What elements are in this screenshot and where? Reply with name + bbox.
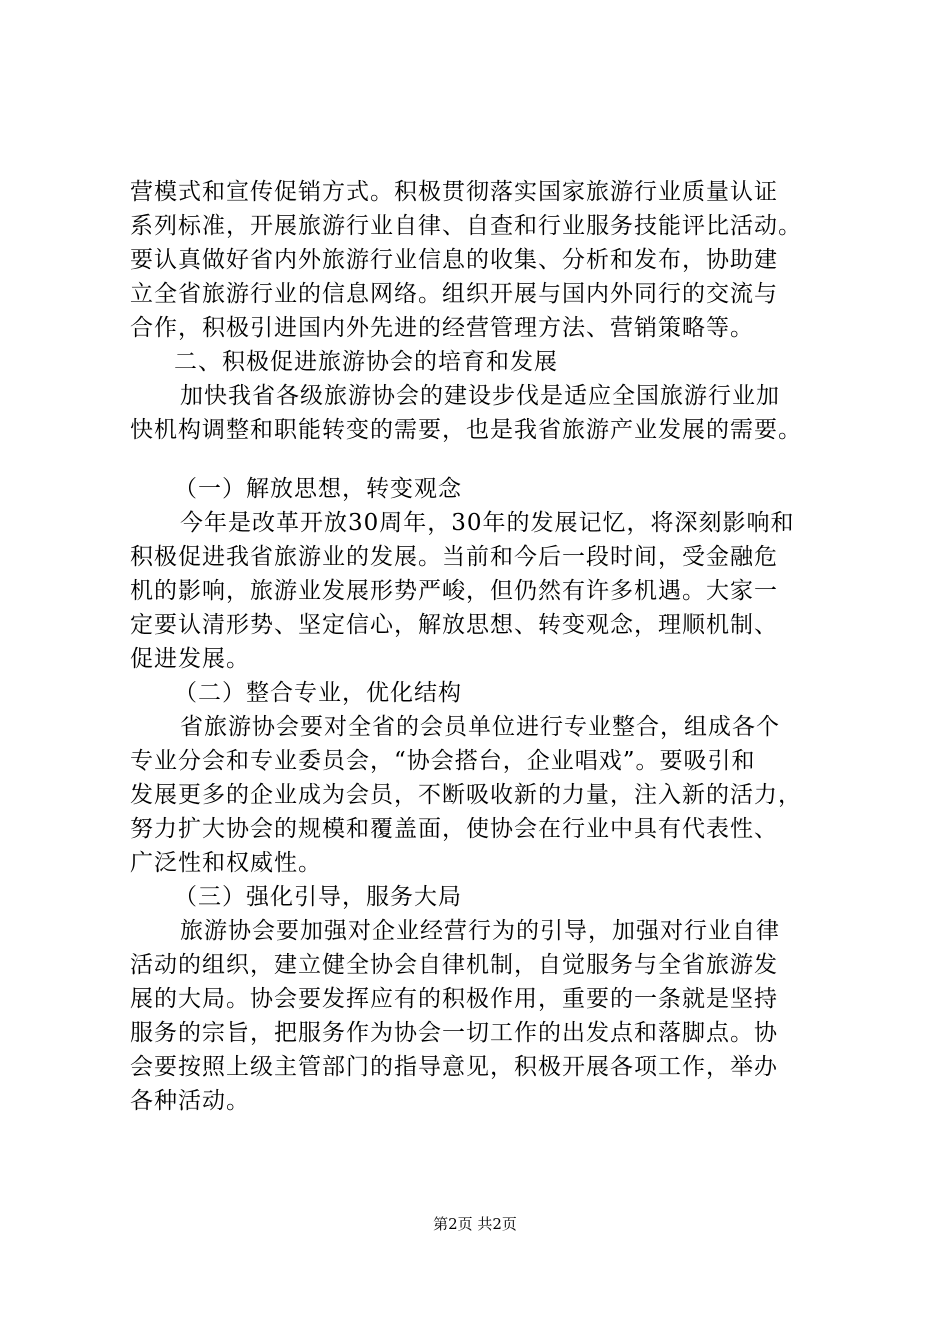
section-heading: 二、积极促进旅游协会的培育和发展 bbox=[174, 349, 558, 375]
text-line: 营模式和宣传促销方式。积极贯彻落实国家旅游行业质量认证 bbox=[130, 179, 778, 205]
text-line: 会要按照上级主管部门的指导意见，积极开展各项工作，举办 bbox=[130, 1054, 778, 1080]
text-line: 合作，积极引进国内外先进的经营管理方法、营销策略等。 bbox=[130, 315, 754, 341]
text-line: 系列标准，开展旅游行业自律、自查和行业服务技能评比活动。 bbox=[130, 213, 802, 239]
text-line: 积极促进我省旅游业的发展。当前和今后一段时间，受金融危 bbox=[130, 544, 778, 570]
text-line: 发展更多的企业成为会员，不断吸收新的力量，注入新的活力， bbox=[130, 782, 802, 808]
text-line: 省旅游协会要对全省的会员单位进行专业整合，组成各个 bbox=[180, 714, 780, 740]
text-line: 加快我省各级旅游协会的建设步伐是适应全国旅游行业加 bbox=[180, 383, 780, 409]
subsection-heading: （二）整合专业，优化结构 bbox=[174, 680, 462, 706]
text-line: 各种活动。 bbox=[130, 1088, 250, 1114]
text-line: 广泛性和权威性。 bbox=[130, 850, 322, 876]
text-line: 努力扩大协会的规模和覆盖面，使协会在行业中具有代表性、 bbox=[130, 816, 778, 842]
text-line: 旅游协会要加强对企业经营行为的引导，加强对行业自律 bbox=[180, 918, 780, 944]
text-line: 服务的宗旨，把服务作为协会一切工作的出发点和落脚点。协 bbox=[130, 1020, 778, 1046]
subsection-heading: （一）解放思想，转变观念 bbox=[174, 476, 462, 502]
text-line: 促进发展。 bbox=[130, 646, 250, 672]
text-line: 快机构调整和职能转变的需要，也是我省旅游产业发展的需要。 bbox=[130, 417, 802, 443]
text-line: 机的影响，旅游业发展形势严峻，但仍然有许多机遇。大家一 bbox=[130, 578, 778, 604]
page-number-footer: 第2页 共2页 bbox=[433, 1215, 517, 1233]
text-line: 立全省旅游行业的信息网络。组织开展与国内外同行的交流与 bbox=[130, 281, 778, 307]
text-line: 专业分会和专业委员会，“协会搭台，企业唱戏”。要吸引和 bbox=[130, 748, 756, 774]
text-line: 定要认清形势、坚定信心，解放思想、转变观念，理顺机制、 bbox=[130, 612, 778, 638]
text-line: 今年是改革开放30周年，30年的发展记忆，将深刻影响和 bbox=[180, 510, 795, 536]
subsection-heading: （三）强化引导，服务大局 bbox=[174, 884, 462, 910]
text-line: 展的大局。协会要发挥应有的积极作用，重要的一条就是坚持 bbox=[130, 986, 778, 1012]
text-line: 活动的组织，建立健全协会自律机制，自觉服务与全省旅游发 bbox=[130, 952, 778, 978]
text-line: 要认真做好省内外旅游行业信息的收集、分析和发布，协助建 bbox=[130, 247, 778, 273]
